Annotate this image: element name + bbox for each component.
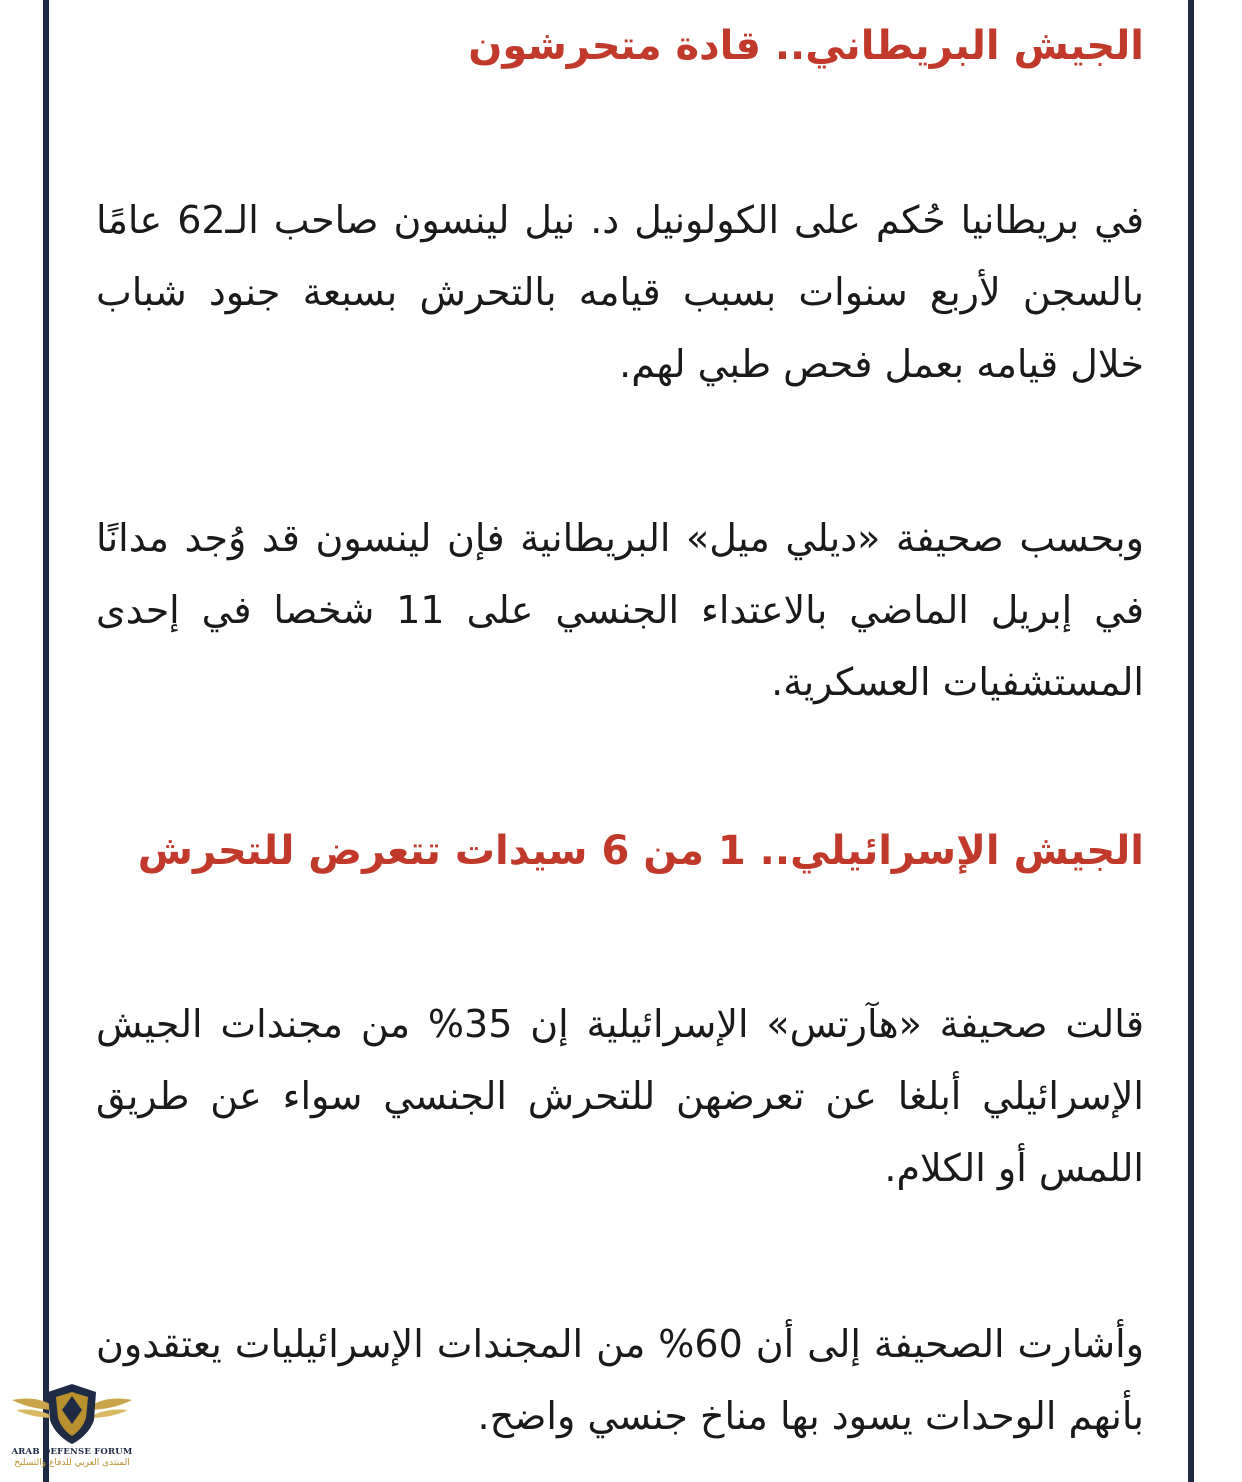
paragraph-british-verdict: في بريطانيا حُكم على الكولونيل د. نيل لينسون صاحب الـ62 عامًا بالسجن لأربع سنوات بسبب قيامه بالتحرش بسبعة جنود شباب خلال قيامه بعمل فحص طبي لهم.	[96, 198, 1145, 386]
watermark-text-en: ARAB DEFENSE FORUM	[11, 1447, 133, 1457]
left-border-bar	[43, 0, 49, 1482]
right-border-bar	[1188, 0, 1194, 1482]
shield-wings-icon	[6, 1380, 138, 1450]
section-heading-british-army: الجيش البريطاني.. قادة متحرشون	[468, 23, 1144, 69]
paragraph-sixty-percent: وأشارت الصحيفة إلى أن 60% من المجندات الإسرائيليات يعتقدون بأنهم الوحدات يسود بها مناخ جنسي واضح.	[96, 1322, 1144, 1438]
forum-watermark-logo	[6, 1380, 138, 1480]
paragraph-haaretz-report: قالت صحيفة «هآرتس» الإسرائيلية إن 35% من مجندات الجيش الإسرائيلي أبلغا عن تعرضهن للتحرش الجنسي سواء عن طريق اللمس أو الكلام.	[96, 1002, 1144, 1190]
watermark-text-ar: المنتدى العربي للدفاع والتسليح	[14, 1458, 130, 1468]
section-heading-israeli-army: الجيش الإسرائيلي.. 1 من 6 سيدات تتعرض للتحرش	[137, 828, 1144, 874]
paragraph-daily-mail-report: وبحسب صحيفة «ديلي ميل» البريطانية فإن لينسون قد وُجد مدانًا في إبريل الماضي بالاعتداء الجنسي على 11 شخصا في إحدى المستشفيات العسكرية.	[96, 516, 1144, 704]
